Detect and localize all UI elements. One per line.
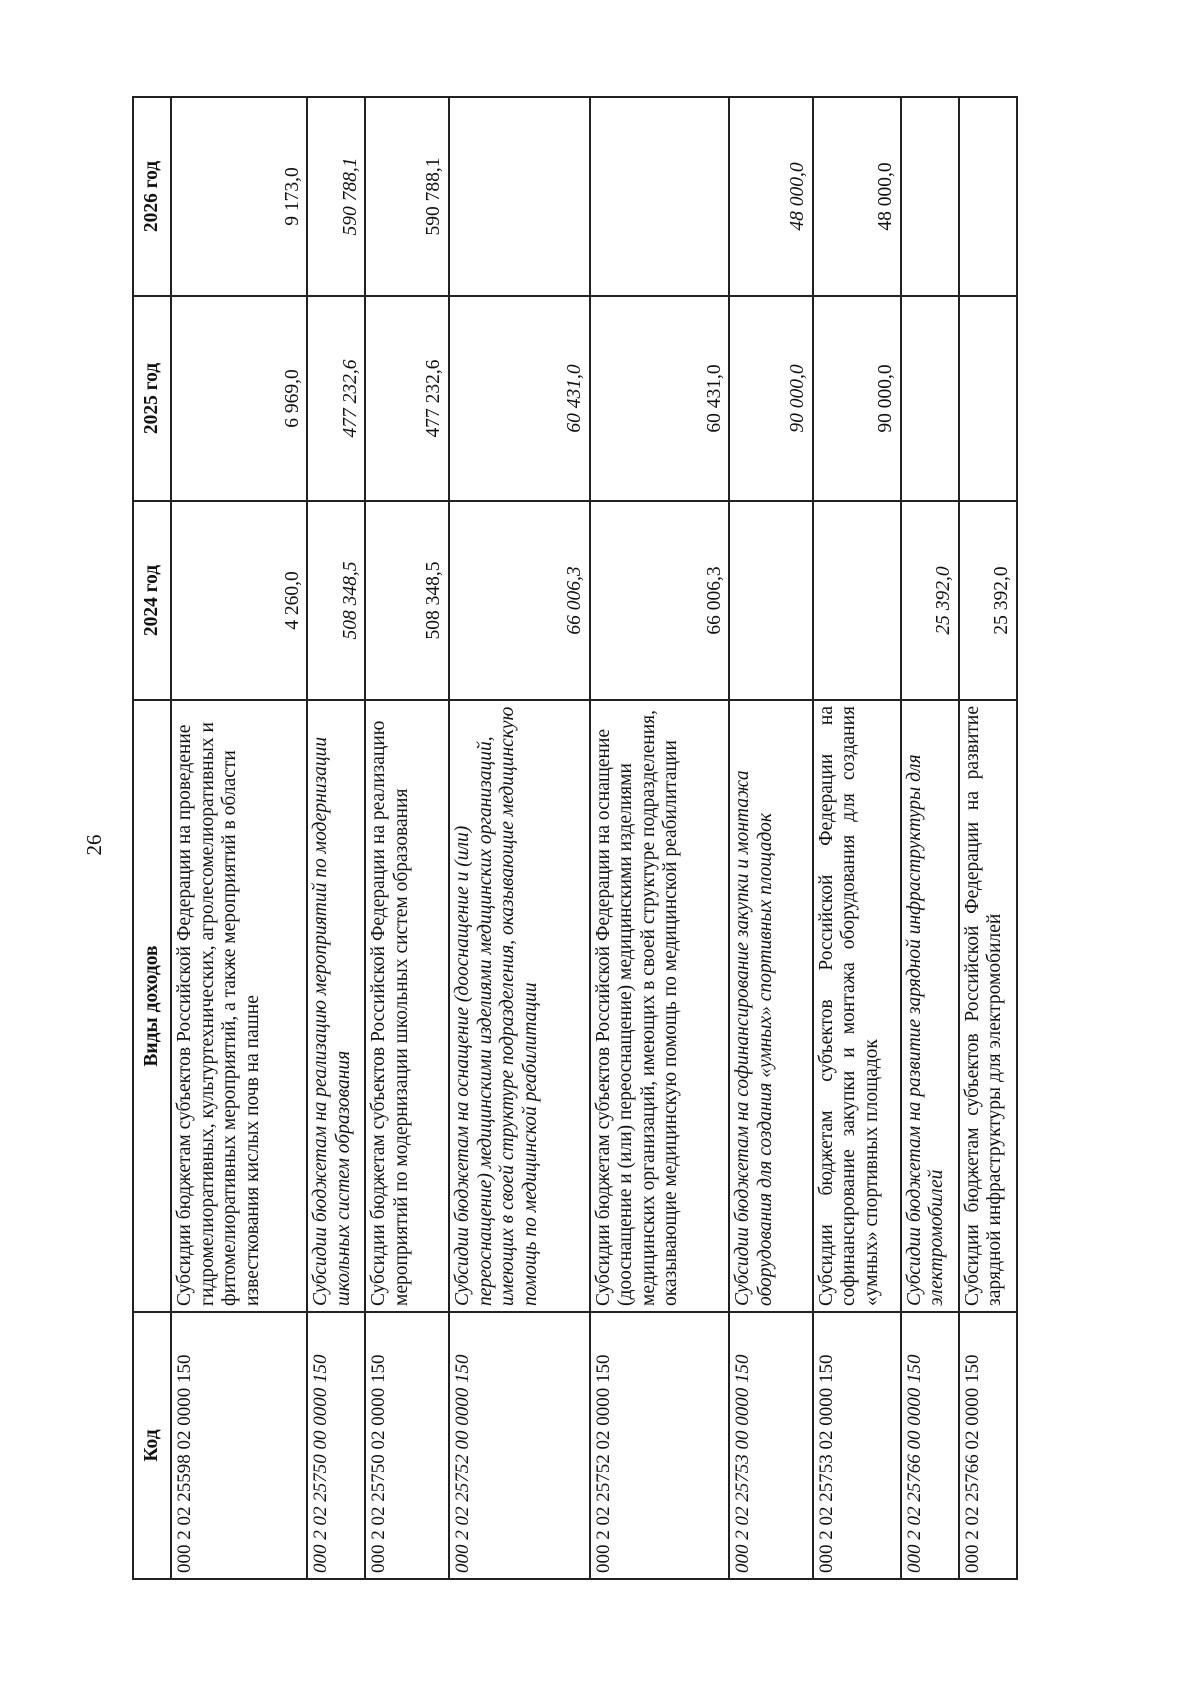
row-value-2024: 25 392,0 (901, 501, 959, 700)
row-value-2025: 477 232,6 (365, 296, 449, 501)
row-code: 000 2 02 25766 00 0000 150 (901, 1312, 959, 1579)
row-value-2025: 6 969,0 (171, 296, 307, 501)
row-value-2024: 508 348,5 (307, 501, 365, 700)
row-code: 000 2 02 25753 02 0000 150 (813, 1312, 901, 1579)
row-value-2024: 66 006,3 (590, 501, 730, 700)
row-value-2025: 60 431,0 (590, 296, 730, 501)
header-year-2026: 2026 год (133, 97, 171, 296)
row-value-2026: 48 000,0 (729, 97, 813, 296)
table-row (449, 97, 590, 1579)
row-revenue-name: Субсидии бюджетам на оснащение (дооснащение и (или) переоснащение) медицинскими изделиями медицинских организаций, имеющих в своей структуре подразделения, оказывающие медицинскую помощь по медицинской реабилитации (449, 700, 590, 1312)
row-code: 000 2 02 25752 02 0000 150 (590, 1312, 730, 1579)
row-revenue-name: Субсидии бюджетам субъектов Российской Федерации на реализацию мероприятий по модернизации школьных систем образования (365, 700, 449, 1312)
table-row (901, 97, 959, 1579)
table-row (307, 97, 365, 1579)
row-code: 000 2 02 25750 00 0000 150 (307, 1312, 365, 1579)
row-value-2024: 66 006,3 (449, 501, 590, 700)
revenue-table (132, 96, 1018, 1580)
row-code: 000 2 02 25598 02 0000 150 (171, 1312, 307, 1579)
row-value-2025 (959, 296, 1017, 501)
table-row (590, 97, 730, 1579)
row-value-2025 (901, 296, 959, 501)
row-value-2025: 477 232,6 (307, 296, 365, 501)
row-value-2025: 90 000,0 (813, 296, 901, 501)
row-code: 000 2 02 25753 00 0000 150 (729, 1312, 813, 1579)
table-row (813, 97, 901, 1579)
row-value-2026: 48 000,0 (813, 97, 901, 296)
header-year-2024: 2024 год (133, 501, 171, 700)
table-row (959, 97, 1017, 1579)
row-revenue-name: Субсидии бюджетам субъектов Российской Федерации на развитие зарядной инфраструктуры для электромобилей (959, 700, 1017, 1312)
row-value-2026 (590, 97, 730, 296)
revenue-table-wrapper (132, 98, 1018, 1580)
row-revenue-name: Субсидии бюджетам на реализацию мероприятий по модернизации школьных систем образования (307, 700, 365, 1312)
header-code: Код (133, 1312, 171, 1579)
row-value-2026: 590 788,1 (365, 97, 449, 296)
row-value-2026: 590 788,1 (307, 97, 365, 296)
row-code: 000 2 02 25766 02 0000 150 (959, 1312, 1017, 1579)
row-value-2026 (901, 97, 959, 296)
row-revenue-name: Субсидии бюджетам на развитие зарядной инфраструктуры для электромобилей (901, 700, 959, 1312)
row-value-2024 (729, 501, 813, 700)
row-value-2024: 25 392,0 (959, 501, 1017, 700)
table-row (171, 97, 307, 1579)
table-row (729, 97, 813, 1579)
row-value-2024 (813, 501, 901, 700)
table-header-row (133, 97, 171, 1579)
table-row (365, 97, 449, 1579)
row-revenue-name: Субсидии бюджетам на софинансирование закупки и монтажа оборудования для создания «умных» спортивных площадок (729, 700, 813, 1312)
row-revenue-name: Субсидии бюджетам субъектов Российской Федерации на софинансирование закупки и монтажа оборудования для создания «умных» спортивных площадок (813, 700, 901, 1312)
header-year-2025: 2025 год (133, 296, 171, 501)
row-value-2025: 60 431,0 (449, 296, 590, 501)
row-value-2026 (959, 97, 1017, 296)
row-value-2025: 90 000,0 (729, 296, 813, 501)
row-value-2026: 9 173,0 (171, 97, 307, 296)
row-code: 000 2 02 25750 02 0000 150 (365, 1312, 449, 1579)
header-revenue-type: Виды доходов (133, 700, 171, 1312)
row-value-2024: 508 348,5 (365, 501, 449, 700)
row-value-2026 (449, 97, 590, 296)
page-number: 26 (82, 834, 106, 856)
row-code: 000 2 02 25752 00 0000 150 (449, 1312, 590, 1579)
row-revenue-name: Субсидии бюджетам субъектов Российской Федерации на проведение гидромелиоративных, культуртехнических, агролесомелиоративных и фитомелиоративных мероприятий, а также мероприятий в области известкования кислых почв на пашне (171, 700, 307, 1312)
row-revenue-name: Субсидии бюджетам субъектов Российской Федерации на оснащение (дооснащение и (или) переоснащение) медицинскими изделиями медицинских организаций, имеющих в своей структуре подразделения, оказывающие медицинскую помощь по медицинской реабилитации (590, 700, 730, 1312)
row-value-2024: 4 260,0 (171, 501, 307, 700)
